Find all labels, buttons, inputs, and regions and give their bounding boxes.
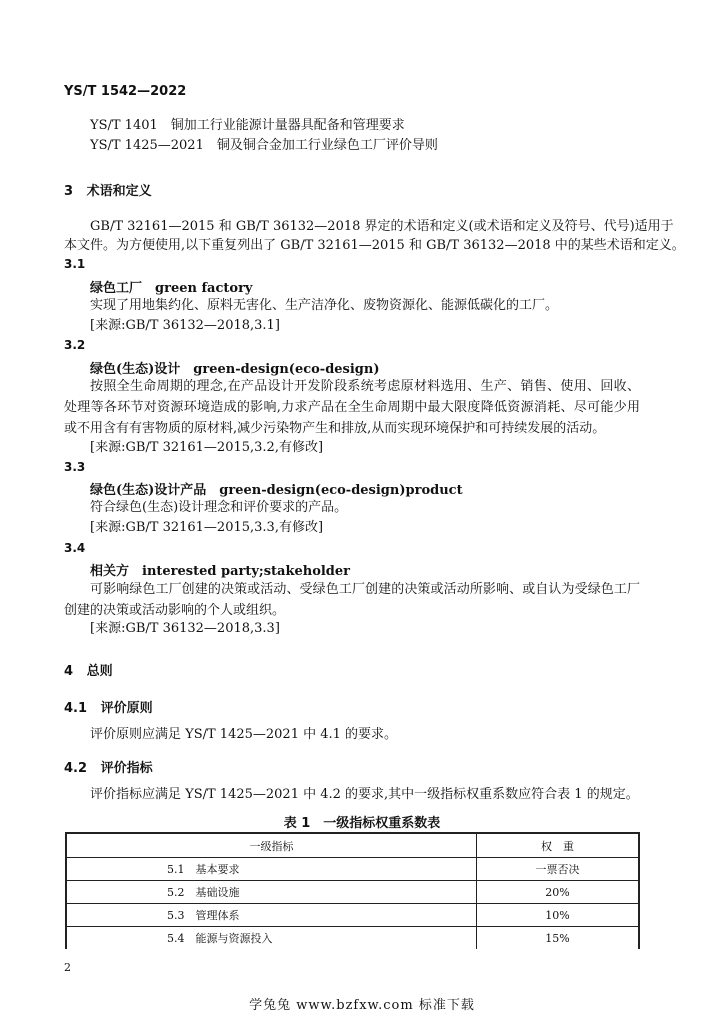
term-number: 3.2 (64, 338, 86, 352)
subsection-number: 4.2 (64, 761, 88, 776)
subsection-4-2-heading (64, 757, 153, 776)
term-title: 绿色(生态)设计产品 green-design(eco-design)product (90, 483, 463, 498)
table-header-cell: 权 重 (477, 833, 640, 858)
table-row (66, 927, 639, 950)
section-3-intro-line-2: 本文件。为方便使用,以下重复列出了 GB/T 32161—2015 和 GB/T 36132—2018 中的某些术语和定义。 (64, 238, 685, 253)
table-caption: 表 1 一级指标权重系数表 (283, 816, 441, 831)
term-definition: 符合绿色(生态)设计理念和评价要求的产品。 (90, 500, 348, 515)
table-header-cell: 一级指标 (66, 833, 477, 858)
term-number: 3.3 (64, 460, 86, 474)
reference-item: YS/T 1425—2021 铜及铜合金加工行业绿色工厂评价导则 (90, 138, 438, 153)
table-row (66, 858, 639, 881)
section-title: 术语和定义 (86, 184, 152, 199)
footer-watermark: 学兔兔 www.bzfxw.com 标准下载 (249, 998, 475, 1013)
subsection-title: 评价原则 (100, 701, 153, 716)
table-cell: 一票否决 (477, 858, 640, 881)
term-title: 绿色(生态)设计 green-design(eco-design) (90, 362, 380, 377)
table-row (66, 881, 639, 904)
term-source: [来源:GB/T 36132—2018,3.1] (90, 318, 280, 333)
term-source: [来源:GB/T 32161—2015,3.2,有修改] (90, 440, 324, 455)
subsection-4-2-text: 评价指标应满足 YS/T 1425—2021 中 4.2 的要求,其中一级指标权重系数应符合表 1 的规定。 (90, 787, 639, 802)
section-3-heading (64, 180, 152, 199)
term-source: [来源:GB/T 32161—2015,3.3,有修改] (90, 520, 324, 535)
term-number: 3.1 (64, 257, 86, 271)
section-title: 总则 (86, 664, 113, 679)
section-3-intro-line-1: GB/T 32161—2015 和 GB/T 36132—2018 界定的术语和定义(或术语和定义及符号、代号)适用于 (90, 219, 674, 234)
term-definition: 按照全生命周期的理念,在产品设计开发阶段系统考虑原材料选用、生产、销售、使用、回收、处理等各环节对资源环境造成的影响,力求产品在全生命周期中最大限度降低资源消耗、尽可能少用或不用含有有害物质的原材料,减少污染物产生和排放,从而实现环境保护和可持续发展的活动。 (64, 379, 640, 436)
section-4-heading (64, 660, 113, 679)
subsection-number: 4.1 (64, 701, 88, 716)
table-cell: 10% (477, 904, 640, 927)
subsection-4-1-heading (64, 697, 153, 716)
subsection-4-1-text: 评价原则应满足 YS/T 1425—2021 中 4.1 的要求。 (90, 727, 398, 742)
subsection-title: 评价指标 (100, 761, 153, 776)
reference-item: YS/T 1401 铜加工行业能源计量器具配备和管理要求 (90, 118, 405, 133)
table-header-row (66, 833, 639, 858)
page-number: 2 (64, 961, 71, 974)
table-cell: 5.1 基本要求 (66, 858, 477, 881)
term-definition: 可影响绿色工厂创建的决策或活动、受绿色工厂创建的决策或活动所影响、或自认为受绿色工厂创建的决策或活动影响的个人或组织。 (64, 582, 640, 618)
weights-table (65, 832, 640, 949)
section-number: 4 (64, 664, 74, 679)
standard-code: YS/T 1542—2022 (64, 84, 187, 99)
table-cell: 5.2 基础设施 (66, 881, 477, 904)
term-number: 3.4 (64, 541, 86, 555)
table-cell: 20% (477, 881, 640, 904)
term-title: 相关方 interested party;stakeholder (90, 564, 351, 579)
term-title: 绿色工厂 green factory (90, 281, 253, 296)
section-number: 3 (64, 184, 74, 199)
term-definition: 实现了用地集约化、原料无害化、生产洁净化、废物资源化、能源低碳化的工厂。 (90, 298, 559, 313)
table-row (66, 904, 639, 927)
table-cell: 5.3 管理体系 (66, 904, 477, 927)
table-cell: 15% (477, 927, 640, 950)
table-cell: 5.4 能源与资源投入 (66, 927, 477, 950)
term-source: [来源:GB/T 36132—2018,3.3] (90, 621, 280, 636)
